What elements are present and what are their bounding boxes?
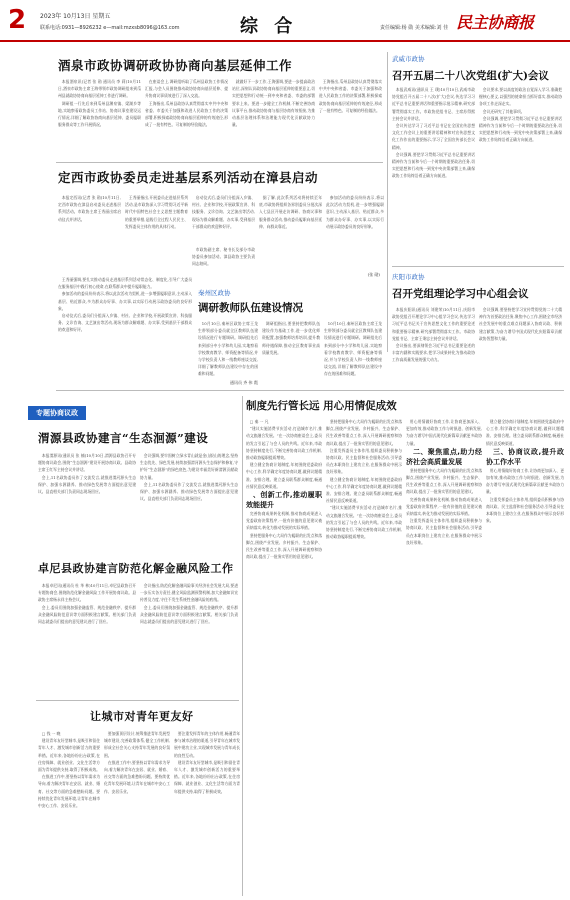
paragraph: 会议指出,要深刻领会习近平总书记重要论述的丰富内涵和实践要求,把学习成果转化为推动政协工作高质量发展的强大动力。 (392, 343, 475, 363)
article-qingyang-col2 (479, 306, 562, 384)
section-title: 综 合 (240, 16, 298, 37)
article-weiyuan-col1 (38, 452, 136, 556)
article-system-col2 (326, 418, 402, 898)
article-dingxi-col2 (125, 194, 188, 244)
paragraph: 王海指出,瓜州县政协认真贯彻落实中共中央和省委、市委关于加强和改进人民政协工作的决策部署,积极探索政协协商向基层延伸的有效途径,形成了一批有特色、可复制的经验做法。 (145, 100, 228, 128)
divider (36, 700, 239, 701)
article-dingxi-tail (192, 246, 255, 266)
headline-jiuquan: 酒泉市政协调研政协协商向基层延伸工作 (58, 58, 293, 73)
paragraph: 建立健全协商计划制度,年初围绕党委政府中心工作,科学确定年度协商议题,做到议题精准、安排合理。建立委员联系群众制度,畅通社情民意反映渠道。 (326, 476, 402, 504)
article-dingxi-continuation (58, 276, 192, 386)
paragraph: 本报武威讯(通讯员 王 璞)10月10日,武威市政协党组召开五届二十八次(扩大)会议,传达学习习近平总书记重要讲话和重要指示批示精神,研究部署贯彻落实工作。市政协党组书记、主席苏得熙主持会议并讲话。 (392, 87, 475, 121)
newspaper-logo: 民主协商报 (456, 13, 534, 32)
paragraph: 本报定西讯(记者 张 勋)10月11日,定西市政协在漳县启动委员走进基层系列活动。市政协主席王秀丽出席启动仪式并讲话。 (58, 195, 121, 222)
page-number: 2 (8, 5, 27, 35)
subheading: 三、协商议政,提升政协工作水平 (486, 447, 564, 466)
headline-youth-city: 让城市对青年更友好 (90, 710, 194, 723)
subheading: 二、聚焦重点,助力经济社会高质量发展 (406, 447, 482, 466)
paragraph: 会议强调,要坚持把学习宣传贯彻党的二十大精神作为首要政治任务,聚焦中心工作,围绕全市经济社会发展中的重点难点问题深入协商议政、积极建言献策,为奋力谱写中国式现代化庆阳篇章贡献政协智慧和力量。 (479, 307, 562, 341)
paragraph: 坚持把服务中心大局作为履职的出发点和落脚点,围绕产业发展、乡村振兴、生态保护、民生改善等重点工作,深入开展调研视察和协商议政,提出了一批务实管用的意见建议。 (326, 419, 402, 446)
paragraph: 调研组指出,要坚持把教师队伍建设作为基础工作,进一步优化师资配置,加强教师培养培训,提升教师待遇保障,推动全区教育事业高质量发展。 (262, 321, 320, 355)
paragraph: 10月10日,秦州区政协主席王龙生带领部分委员就全区教师队伍建设情况进行专题调研。调研组先后来到部分中小学和幼儿园,实地察看学校教育教学、师资配备等情况,并与学校负责人和一线教师座谈交流,详细了解教师队伍建设中存在的困难和问题。 (324, 321, 382, 377)
article-jiuquan-col2 (145, 78, 228, 158)
paragraph: 调研组一行先后来到瓜州县渊泉镇、梁湖乡等地,实地察看政协委员工作站、协商议事室建设运行情况,详细了解政协协商向基层延伸、委员履职服务群众等工作开展情况。 (58, 100, 141, 128)
article-dingxi-col1 (58, 194, 121, 244)
article-system-col4 (486, 418, 564, 898)
article-system-col1 (246, 418, 322, 898)
article-jiuquan-col4 (319, 78, 382, 122)
article-qinzhou-col3 (324, 320, 382, 378)
article-dingxi-col3 (192, 194, 255, 244)
contact-line: 联系电话:0931—8926232 e—mail:mzxsb8096@163.com (40, 25, 180, 31)
paragraph: 参加活动的委员纷纷表示,将以此次活动为契机,进一步增强履职意识,主动深入基层、贴近群众,多为群众办好事、办实事,以实际行动展示政协委员的良好形象。 (326, 195, 384, 229)
paragraph: 要注重发挥青年的主体作用,畅通青年参与城市治理的渠道,引导青年在城市发展中建功立业,实现城市发展与青年成长的良性互动。 (174, 731, 240, 758)
headline-qingyang: 召开党组理论学习中心组会议 (392, 288, 529, 300)
paragraph: 本报庆阳讯(通讯员 刘建荣)10月11日,庆阳市政协党组召开理论学习中心组学习会议,传达学习习近平总书记关于宣传思想文化工作的重要论述和重要指示精神,研究部署贯彻落实工作。市政协党组书记、主席王秉忠主持会议并讲话。 (392, 307, 475, 341)
paragraph: 启动仪式后,委员们分组深入乡镇、村社、企业和学校,开展政策宣讲、科技服务、义诊咨询、文艺演出等活动,现场为群众解难题、办实事,受到基层干部群众的欢迎和好评。 (58, 313, 192, 333)
paragraph: 完善协商成果转化机制,推动协商成果进入党委政府决策程序,一批有价值的意见建议被采纳落实,转化为推动发展的实际举措。 (406, 496, 482, 517)
paragraph: 建设青年友好型城市,是吸引和留住青年人才、激发城市创新活力的重要举措。近年来,各地纷纷出台政策,在住房保障、就业创业、文化生活等方面为青年提供支持,取得了积极成效。 (174, 759, 240, 794)
paragraph: 会议传达学习了习近平总书记在全国宣传思想文化工作会议上的重要讲话精神和对宣传思想文化工作作出的重要指示,学习了全国宣传部长会议精神。 (392, 123, 475, 150)
article-wuwei-col2 (479, 86, 562, 264)
paragraph: 王海指出,瓜州县政协认真贯彻落实中共中央和省委、市委关于加强和改进人民政协工作的决策部署,积极探索政协协商向基层延伸的有效途径,形成了一批有特色、可复制的经验做法。 (319, 79, 382, 113)
article-youth-col1 (38, 730, 100, 896)
paragraph: 会议强调,要牢固树立绿水青山就是金山银山的理念,坚持生态优先、绿色发展,持续加强渭河源头生态保护和修复,守护好“生态洄源”的绿色底色,为建设幸福美好新渭源贡献政协力量。 (140, 453, 238, 480)
column-divider (242, 396, 243, 896)
article-system-col3 (406, 418, 482, 898)
article-weiyuan-col2 (140, 452, 238, 556)
article-youth-col2 (104, 730, 170, 896)
kicker-qinzhou: 秦州区政协 (198, 289, 231, 297)
paragraph: 建立健全协商计划制度,年初围绕党委政府中心工作,科学确定年度协商议题,做到议题精准、安排合理。建立委员联系群众制度,畅通社情民意反映渠道。 (486, 419, 564, 446)
paragraph: 市政协副主席、秘书长及部分市政协委员参加活动。漳县政协主要负责同志陪同。 (192, 247, 255, 266)
paragraph: 据了解,此次系列活动将持续至年底,市政协将组织各界别委员分批次深入七县区开展走访调研、协商议事和服务群众活动,推动委员履职向基层延伸、向群众靠近。 (259, 195, 322, 229)
kicker-qingyang: 庆阳市政协 (392, 273, 425, 281)
paragraph: 要加强顶层设计,统筹推进青年发展型城市建设,完善政策体系,健全工作机制,形成全社会关心支持青年发展的良好氛围。 (104, 731, 170, 758)
section-label-consultation: 专题协商议政 (28, 406, 86, 420)
header-rule (0, 40, 570, 42)
paragraph: 会上,11名政协委员作了交流发言,就推进渭河源头生态保护、加强水源涵养、推动绿色发展等方面提出意见建议。县直相关部门负责同志现场回应。 (38, 474, 136, 495)
byline: □ 秦 一 凡 (249, 419, 269, 424)
paragraph: 会议强调,要把学习贯彻习近平总书记重要讲话精神作为当前和今后一个时期的重要政治任务,切实把思想和行动统一到党中央决策部署上来,确保政协工作始终沿着正确方向前进。 (392, 151, 475, 179)
article-qinzhou-col2 (262, 320, 320, 378)
paragraph: 注重发挥委员主体作用,组织委员积极参与协商议政、民主监督和社会服务活动,引导委员在本职岗位上建功立业,在服务群众中展示良好形象。 (486, 496, 564, 524)
paragraph: 完善协商成果转化机制,推动协商成果进入党委政府决策程序,一批有价值的意见建议被采纳落实,转化为推动发展的实际举措。 (246, 511, 322, 531)
paragraph: 会上,11名政协委员作了交流发言,就推进渭河源头生态保护、加强水源涵养、推动绿色发展等方面提出意见建议。县直相关部门负责同志现场回应。 (140, 481, 238, 502)
editor-credits: 责任编辑:杨 勋 美术编辑:刘 佳 (380, 25, 449, 31)
subheading: 、创新工作,推动履职效能提升 (246, 491, 322, 510)
headline-dingxi: 定西市政协委员走进基层系列活动在漳县启动 (58, 170, 319, 185)
column-divider (387, 52, 388, 352)
page-header (0, 0, 570, 44)
paragraph: 用心用情做好协商工作,让协商更加深入、更加有效,推动政协工作与时俱进、创新发展,为奋力谱写中国式现代化新篇章贡献更多政协力量。 (486, 467, 564, 495)
paragraph: 建设青年友好型城市,是吸引和留住青年人才、激发城市创新活力的重要举措。近年来,各地纷纷出台政策,在住房保障、就业创业、文化生活等方面为青年提供支持,取得了积极成效。 (38, 738, 100, 773)
paragraph: 建立健全协商计划制度,年初围绕党委政府中心工作,科学确定年度协商议题,做到议题精准、安排合理。建立委员联系群众制度,畅通社情民意反映渠道。 (246, 462, 322, 489)
paragraph: 坚持把服务中心大局作为履职的出发点和落脚点,围绕产业发展、乡村振兴、生态保护、民生改善等重点工作,深入开展调研视察和协商议政,提出了一批务实管用的意见建议。 (406, 467, 482, 495)
paragraph: 参加活动的委员纷纷表示,将以此次活动为契机,进一步增强履职意识,主动深入基层、贴近群众,多为群众办好事、办实事,以实际行动展示政协委员的良好形象。 (58, 291, 192, 311)
paragraph: 王秀丽强调,要扎实推动委员走进基层系列活动常态化、制度化,引导广大委员在服务基层中践行初心使命,在联系群众中提升履职能力。 (58, 277, 192, 290)
headline-system-first: 制度先行管长远 用心用情促成效 (246, 400, 397, 412)
headline-weiyuan: 渭源县政协建言“生态洄源”建设 (38, 431, 209, 445)
article-qinzhou-col1 (198, 320, 258, 378)
paragraph: 本报酒泉讯(记者 张 勋 通讯员 李 莉)10月11日,酒泉市政协主席王海带领市政协调研组来到瓜州县就政协协商向基层延伸工作进行调研。 (58, 79, 141, 99)
paragraph: 会议要求,要以高度的政治自觉深入学习,准确把握核心要义,以强烈的使命担当抓好落实,推动政协各项工作走深走实。 (479, 87, 562, 107)
paragraph: 会议强调,要把学习贯彻习近平总书记重要讲话精神作为当前和今后一个时期的重要政治任务,切实把思想和行动统一到党中央决策部署上来,确保政协工作始终沿着正确方向前进。 (479, 115, 562, 143)
divider (56, 162, 383, 163)
paragraph: 会上,委员们围绕加强金融监管、规范金融秩序、提升群众金融风险防范意识等方面积极建言献策。相关部门负责同志就委员们提出的意见建议进行了回应。 (140, 604, 238, 625)
paragraph: 本报渭源讯(通讯员 张 楠)10月10日,渭源县政协召开专题协商议政会,围绕“生态洄源”建设开展协商议政。县政协主席王红军主持会议并讲话。 (38, 453, 136, 473)
byline-dingxi: (张 勋) (367, 272, 380, 277)
kicker-wuwei: 武威市政协 (392, 55, 425, 63)
byline: □ 钱 一 晚 (41, 731, 61, 736)
paragraph: 在推进工作中,要坚持以青年需求为导向,着力解决青年在安居、就业、婚育、社交等方面的急难愁盼问题。要持续优化青年发展环境,让青年在城市中安心工作、安居乐业。 (38, 774, 100, 809)
headline-zhuoni: 卓尼县政协建言防范化解金融风险工作 (38, 562, 234, 575)
paragraph: 在推进工作中,要坚持以青年需求为导向,着力解决青年在安居、就业、婚育、社交等方面的急难愁盼问题。要持续优化青年发展环境,让青年在城市中安心工作、安居乐业。 (104, 759, 170, 794)
paragraph: 本报卓尼讯(通讯员 杜 华 林)10月11日,卓尼县政协召开专题协商会,围绕防范化解金融风险工作开展协商议政。县政协主席杨永祥主持会议。 (38, 583, 136, 603)
paragraph: 会议指出,防范化解金融风险事关经济社会发展大局,要进一步压实各方责任,健全风险监测预警机制,加大金融知识宣传普及力度,守住不发生系统性金融风险的底线。 (140, 583, 238, 603)
article-youth-col3 (174, 730, 240, 896)
paragraph: 坚持把服务中心大局作为履职的出发点和落脚点,围绕产业发展、乡村振兴、生态保护、民生改善等重点工作,深入开展调研视察和协商议政,提出了一批务实管用的意见建议。 (246, 532, 322, 560)
issue-date: 2023年 10月13日 星期五 (40, 13, 111, 20)
article-dingxi-col5 (326, 194, 384, 244)
article-dingxi-col4 (259, 194, 322, 244)
divider (56, 390, 564, 391)
paragraph: “建议实施消费节庆活动,打造城市名片,推动文旅融合发展。”在一次协商座谈会上,委员的发言引起了与会人员的共鸣。近年来,市政协坚持制度先行,不断完善协商议政工作机制,推动政协履职提质增效。 (326, 505, 402, 540)
paragraph: 注重发挥委员主体作用,组织委员积极参与协商议政、民主监督和社会服务活动,引导委员在本职岗位上建功立业,在服务群众中展示良好形象。 (326, 447, 402, 475)
article-jiuquan-col3 (232, 78, 315, 158)
paragraph: 注重发挥委员主体作用,组织委员积极参与协商议政、民主监督和社会服务活动,引导委员在本职岗位上建功立业,在服务群众中展示良好形象。 (406, 518, 482, 545)
byline-qinzhou: 通讯员 齐 伟 霞 (230, 380, 258, 385)
divider (392, 266, 564, 267)
paragraph: 在座谈会上,调研组听取了瓜州县政协工作情况汇报,与会人员围绕推动政协协商向基层延伸、提升协商议事质效进行了深入交流。 (145, 79, 228, 99)
headline-wuwei: 召开五届二十八次党组(扩大)会议 (392, 70, 549, 82)
paragraph: 用心用情做好协商工作,让协商更加深入、更加有效,推动政协工作与时俱进、创新发展,为奋力谱写中国式现代化新篇章贡献更多政协力量。 (406, 419, 482, 446)
paragraph: 就做好下一步工作,王海强调,要进一步提高政治站位,深刻认识政协协商向基层延伸的重要意义,切实把思想和行动统一到中央和省委、市委的部署要求上来。要进一步健全工作机制,不断完善协商议事平台,推动政协协商与基层协商有效衔接,为推动基层治理体系和治理能力现代化贡献政协力量。 (232, 79, 315, 128)
article-qingyang-col1 (392, 306, 475, 384)
headline-qinzhou: 调研教师队伍建设情况 (198, 302, 303, 314)
article-wuwei-col1 (392, 86, 475, 264)
paragraph: 会上,委员们围绕加强金融监管、规范金融秩序、提升群众金融风险防范意识等方面积极建言献策。相关部门负责同志就委员们提出的意见建议进行了回应。 (38, 604, 136, 625)
article-jiuquan-col1 (58, 78, 141, 158)
paragraph: 会议还研究了其他事项。 (482, 108, 525, 114)
paragraph: 10月10日,秦州区政协主席王龙生带领部分委员就全区教师队伍建设情况进行专题调研。调研组先后来到部分中小学和幼儿园,实地察看学校教育教学、师资配备等情况,并与学校负责人和一线教师座谈交流,详细了解教师队伍建设中存在的困难和问题。 (198, 321, 258, 377)
article-zhuoni-col1 (38, 582, 136, 698)
paragraph: 王秀丽指出,开展委员走进基层系列活动,是市政协深入学习贯彻习近平新时代中国特色社会主义思想主题教育的重要举措,是践行全过程人民民主、发挥委员主体作用的具体行动。 (125, 195, 188, 229)
paragraph: 启动仪式后,委员们分组深入乡镇、村社、企业和学校,开展政策宣讲、科技服务、义诊咨询、文艺演出等活动,现场为群众解难题、办实事,受到基层干部群众的欢迎和好评。 (192, 195, 255, 229)
paragraph: “建议实施消费节庆活动,打造城市名片,推动文旅融合发展。”在一次协商座谈会上,委员的发言引起了与会人员的共鸣。近年来,市政协坚持制度先行,不断完善协商议政工作机制,推动政协履职提质增效。 (246, 426, 322, 461)
article-zhuoni-col2 (140, 582, 238, 698)
